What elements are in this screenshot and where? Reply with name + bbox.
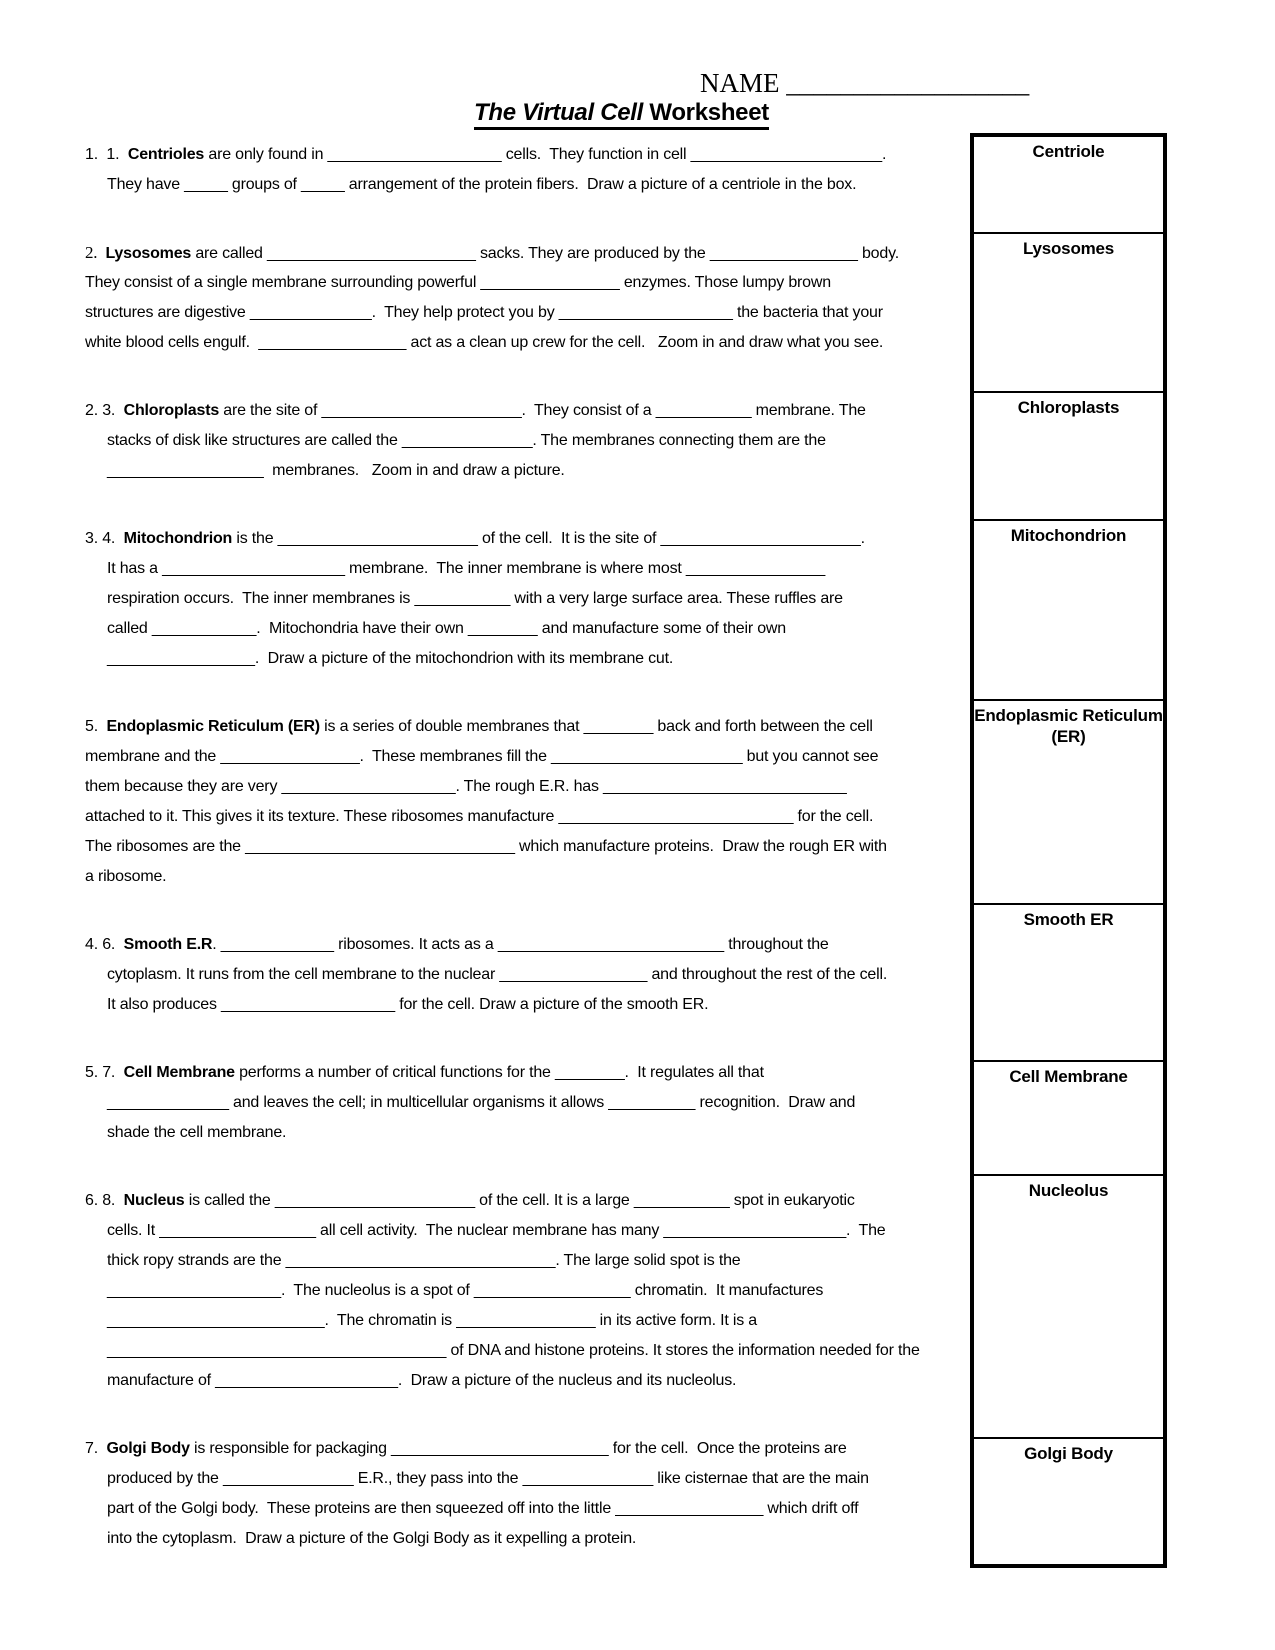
drawing-box-label: Smooth ER: [1023, 910, 1114, 929]
worksheet-line: [85, 1306, 947, 1336]
worksheet-line: [85, 614, 947, 644]
text-segment: 1. 1.: [85, 146, 128, 163]
worksheet-line: [85, 832, 947, 862]
text-segment: cytoplasm. It runs from the cell membrane to the nuclear _________________ and throughout the rest of the cell.: [107, 966, 888, 983]
text-segment: called ____________. Mitochondria have their own ________ and manufacture some of their own: [107, 620, 786, 637]
text-segment: 3. 4.: [85, 530, 124, 547]
drawing-box-smooth-er: [974, 903, 1163, 1060]
organelle-term: Smooth E.R: [123, 936, 213, 953]
organelle-term: Cell Membrane: [123, 1064, 235, 1081]
text-segment: 7.: [85, 1440, 107, 1457]
text-segment: 2.: [85, 243, 106, 262]
drawing-boxes-panel: [970, 133, 1167, 1568]
worksheet-line: [85, 584, 947, 614]
worksheet-line: [85, 990, 947, 1020]
drawing-box-nucleolus: [974, 1174, 1163, 1437]
text-segment: produced by the _______________ E.R., they pass into the _______________ like cisternae that are the main: [107, 1470, 869, 1487]
worksheet-line: [85, 742, 947, 772]
drawing-box-label: Centriole: [1032, 142, 1105, 161]
text-segment: _________________________. The chromatin is ________________ in its active form. It is a: [107, 1312, 757, 1329]
worksheet-line: [85, 1336, 947, 1366]
organelle-term: Centrioles: [127, 146, 205, 163]
text-segment: ______________ and leaves the cell; in multicellular organisms it allows __________ recognition. Draw and: [107, 1094, 856, 1111]
worksheet-section-cell-membrane: [85, 1058, 947, 1148]
worksheet-line: [85, 1118, 947, 1148]
worksheet-line: [85, 268, 947, 298]
drawing-box-label: Endoplasmic Reticulum (ER): [974, 706, 1163, 746]
drawing-box-chloroplasts: [974, 391, 1163, 519]
text-segment: 5. 7.: [85, 1064, 124, 1081]
worksheet-line: [85, 328, 947, 358]
page-title: [0, 99, 1243, 130]
name-blank: __________________: [779, 68, 1030, 98]
drawing-box-lysosomes: [974, 232, 1163, 391]
text-segment: 5.: [85, 718, 107, 735]
text-segment: manufacture of _____________________. Draw a picture of the nucleus and its nucleolus.: [107, 1372, 737, 1389]
text-segment: a ribosome.: [85, 868, 167, 885]
worksheet-line: [85, 456, 947, 486]
worksheet-line: [85, 862, 947, 892]
worksheet-section-mitochondrion: [85, 524, 947, 674]
organelle-term: Chloroplasts: [123, 402, 220, 419]
text-segment: structures are digestive ______________. They help protect you by ____________________ the bacteria that your: [85, 304, 883, 321]
drawing-box-label: Nucleolus: [1028, 1181, 1109, 1200]
worksheet-section-nucleus: [85, 1186, 947, 1396]
text-segment: They have _____ groups of _____ arrangement of the protein fibers. Draw a picture of a centriole in the box.: [107, 176, 857, 193]
worksheet-line: [85, 1276, 947, 1306]
text-segment: 4. 6.: [85, 936, 124, 953]
text-segment: It also produces ____________________ for the cell. Draw a picture of the smooth ER.: [107, 996, 709, 1013]
text-segment: white blood cells engulf. _________________ act as a clean up crew for the cell. Zoom in and draw what you see.: [85, 334, 884, 351]
worksheet-line: [85, 1366, 947, 1396]
worksheet-line: [85, 802, 947, 832]
text-segment: The ribosomes are the _______________________________ which manufacture proteins. Draw the rough ER with: [85, 838, 887, 855]
page-title-italic: The Virtual Cell: [474, 99, 644, 126]
text-segment: respiration occurs. The inner membranes is ___________ with a very large surface area. These ruffles are: [107, 590, 843, 607]
organelle-term: Lysosomes: [105, 245, 192, 262]
text-segment: is the _______________________ of the cell. It is the site of _______________________.: [232, 530, 865, 547]
worksheet-section-lysosomes: [85, 238, 947, 358]
page-title-underline: [474, 99, 769, 130]
text-segment: 6. 8.: [85, 1192, 124, 1209]
organelle-term: Golgi Body: [106, 1440, 190, 1457]
worksheet-line: [85, 1246, 947, 1276]
text-segment: 2. 3.: [85, 402, 124, 419]
text-segment: cells. It __________________ all cell activity. The nuclear membrane has many _____________________. The: [107, 1222, 886, 1239]
worksheet-section-endoplasmic-reticulum: [85, 712, 947, 892]
name-field: [700, 68, 1029, 99]
drawing-box-label: Chloroplasts: [1017, 398, 1120, 417]
text-segment: stacks of disk like structures are called the _______________. The membranes connecting them are the: [107, 432, 826, 449]
worksheet-line: [85, 140, 947, 170]
drawing-box-cell-membrane: [974, 1060, 1163, 1174]
worksheet-line: [85, 1186, 947, 1216]
worksheet-line: [85, 712, 947, 742]
organelle-term: Nucleus: [123, 1192, 185, 1209]
worksheet-line: [85, 554, 947, 584]
worksheet-line: [85, 426, 947, 456]
text-segment: It has a _____________________ membrane. The inner membrane is where most ________________: [107, 560, 826, 577]
text-segment: __________________ membranes. Zoom in and draw a picture.: [107, 462, 565, 479]
organelle-term: Mitochondrion: [123, 530, 233, 547]
worksheet-line: [85, 960, 947, 990]
drawing-box-label: Cell Membrane: [1009, 1067, 1128, 1086]
drawing-box-centriole: [974, 137, 1163, 232]
drawing-box-label: Mitochondrion: [1010, 526, 1127, 545]
drawing-box-endoplasmic-reticulum: [974, 699, 1163, 903]
text-segment: part of the Golgi body. These proteins are then squeezed off into the little _________________ which drift off: [107, 1500, 859, 1517]
text-segment: performs a number of critical functions for the ________. It regulates all that: [234, 1064, 764, 1081]
worksheet-section-golgi-body: [85, 1434, 947, 1554]
drawing-box-golgi-body: [974, 1437, 1163, 1564]
text-segment: _______________________________________ of DNA and histone proteins. It stores the information needed for the: [107, 1342, 920, 1359]
worksheet-line: [85, 772, 947, 802]
text-segment: thick ropy strands are the _______________________________. The large solid spot is the: [107, 1252, 741, 1269]
worksheet-line: [85, 396, 947, 426]
worksheet-line: [85, 1088, 947, 1118]
worksheet-line: [85, 238, 947, 268]
text-segment: membrane and the ________________. These membranes fill the ______________________ but you cannot see: [85, 748, 879, 765]
worksheet-line: [85, 1216, 947, 1246]
drawing-box-label: Golgi Body: [1024, 1444, 1113, 1463]
text-segment: is a series of double membranes that ________ back and forth between the cell: [319, 718, 873, 735]
text-segment: are the site of _______________________. They consist of a ___________ membrane. The: [219, 402, 866, 419]
worksheet-line: [85, 1434, 947, 1464]
text-segment: They consist of a single membrane surrounding powerful ________________ enzymes. Those lumpy brown: [85, 274, 831, 291]
name-label: NAME: [700, 68, 780, 98]
drawing-box-mitochondrion: [974, 519, 1163, 699]
worksheet-section-centrioles: [85, 140, 947, 200]
worksheet-section-smooth-er: [85, 930, 947, 1020]
worksheet-line: [85, 298, 947, 328]
worksheet-body: [85, 140, 947, 1592]
text-segment: are only found in ____________________ cells. They function in cell ______________________.: [204, 146, 887, 163]
text-segment: into the cytoplasm. Draw a picture of the Golgi Body as it expelling a protein.: [107, 1530, 637, 1547]
text-segment: . _____________ ribosomes. It acts as a __________________________ throughout the: [212, 936, 829, 953]
drawing-box-label: Lysosomes: [1022, 239, 1115, 258]
worksheet-line: [85, 524, 947, 554]
text-segment: shade the cell membrane.: [107, 1124, 287, 1141]
worksheet-line: [85, 644, 947, 674]
text-segment: is called the _______________________ of the cell. It is a large ___________ spot in eukaryotic: [184, 1192, 855, 1209]
text-segment: are called ________________________ sacks. They are produced by the _________________ body.: [191, 245, 899, 262]
text-segment: them because they are very ____________________. The rough E.R. has ____________________________: [85, 778, 847, 795]
worksheet-line: [85, 1524, 947, 1554]
page-title-rest: Worksheet: [643, 99, 769, 126]
worksheet-line: [85, 170, 947, 200]
text-segment: attached to it. This gives it its texture. These ribosomes manufacture ___________________________ for the cell.: [85, 808, 874, 825]
worksheet-line: [85, 1058, 947, 1088]
worksheet-line: [85, 930, 947, 960]
text-segment: is responsible for packaging _________________________ for the cell. Once the proteins are: [189, 1440, 847, 1457]
worksheet-section-chloroplasts: [85, 396, 947, 486]
worksheet-line: [85, 1494, 947, 1524]
text-segment: ____________________. The nucleolus is a spot of __________________ chromatin. It manufactures: [107, 1282, 824, 1299]
worksheet-line: [85, 1464, 947, 1494]
organelle-term: Endoplasmic Reticulum (ER): [106, 718, 320, 735]
text-segment: _________________. Draw a picture of the mitochondrion with its membrane cut.: [107, 650, 674, 667]
